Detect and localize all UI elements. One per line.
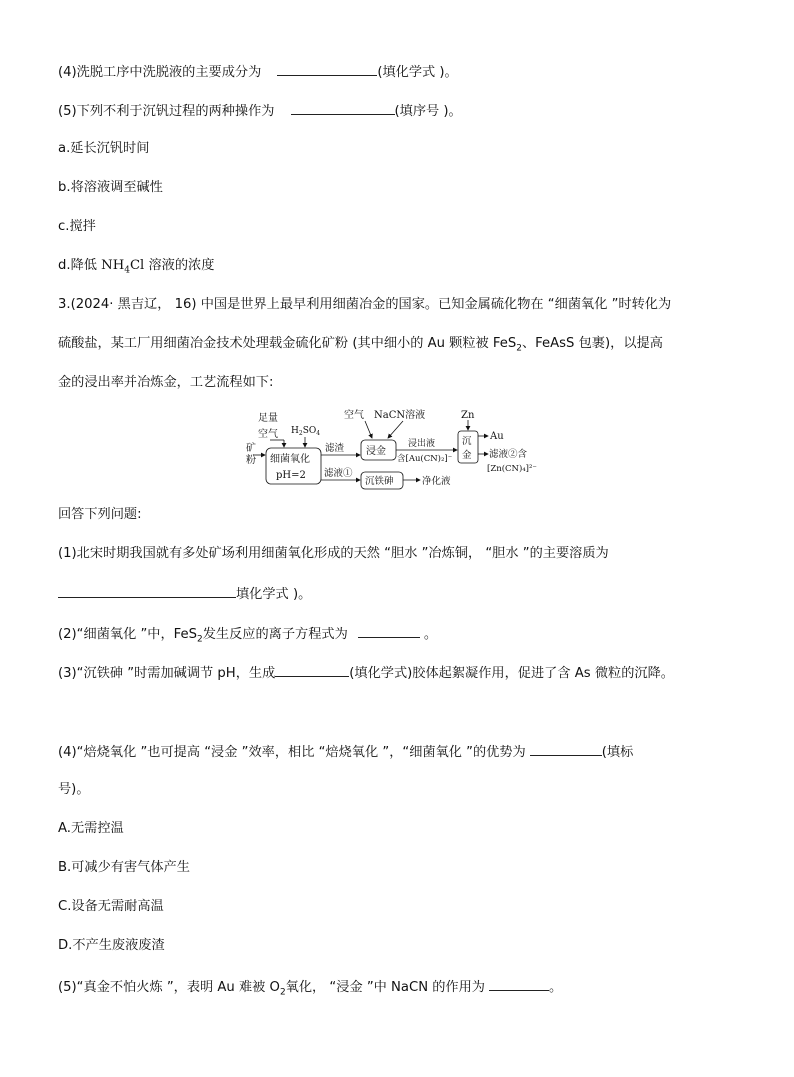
filtrate1-label: 滤液①	[324, 468, 353, 479]
h2so4-label: $H_2SO_4$	[291, 426, 321, 437]
q3-sub4-option-c: C.设备无需耐高温	[58, 899, 164, 914]
air2-label: 空气	[344, 410, 364, 421]
q5-option-c: c.搅拌	[58, 219, 96, 234]
au-label: Au	[490, 431, 504, 442]
purified-label: 净化液	[422, 476, 451, 487]
q5-prefix: (5)下列不利于沉钒过程的两种操作为	[58, 104, 275, 119]
q4-prefix: (4)洗脱工序中洗脱液的主要成分为	[58, 65, 262, 80]
q3-sub4-option-d: D.不产生废液废渣	[58, 938, 165, 953]
q3-sub5-answer-blank[interactable]	[489, 977, 549, 991]
q3-sub4-line1: (4)“焙烧氧化 ”也可提高 “浸金 ”效率，相比 “焙烧氧化 ”，“细菌氧化 ”的优势为 (填标	[58, 742, 633, 762]
ore-label-2: 粉	[246, 455, 256, 466]
oxidation-ph-label: pH=2	[276, 470, 306, 481]
q3-sub3-line: (3)“沉铁砷 ”时需加碱调节 pH，生成 (填化学式)胶体起絮凝作用，促进了含 As 微粒的沉降。	[58, 663, 674, 683]
q3-sub3-answer-blank[interactable]	[275, 663, 349, 677]
q3-sub1-line2: 填化学式 )。	[58, 584, 311, 604]
nh4cl-formula: $NH_4Cl$	[101, 258, 145, 276]
precip-box-label-1: 沉	[462, 436, 472, 447]
leachate-label: 浸出液	[408, 439, 436, 449]
q3-sub5-line: (5)“真金不怕火炼 ”，表明 Au 难被 $O_2$氧化， “浸金 ”中 NaCN 的作用为 。	[58, 977, 562, 1002]
precip-box-label-2: 金	[462, 450, 472, 461]
q3-stem-line1: 3.(2024· 黑吉辽， 16) 中国是世界上最早利用细菌冶金的国家。已知金属硫化物在 “细菌氧化 ”时转化为	[58, 297, 672, 312]
air-sufficient-label: 足量	[258, 413, 278, 424]
leach-box-label: 浸金	[366, 446, 386, 457]
ore-label-1: 矿	[246, 443, 256, 454]
answer-intro: 回答下列问题:	[58, 507, 142, 522]
fe-as-box-label: 沉铁砷	[365, 476, 394, 487]
oxidation-box-label: 细菌氧化	[270, 454, 310, 465]
q3-sub1-line1: (1)北宋时期我国就有多处矿场利用细菌氧化形成的天然 “胆水 ”冶炼铜， “胆水 ”的主要溶质为	[58, 546, 609, 561]
residue-label: 滤渣	[325, 443, 345, 454]
leachate-contains-label: 含[Au(CN)₂]⁻	[397, 454, 453, 464]
q3-sub2-answer-blank[interactable]	[358, 624, 420, 638]
q5-option-a: a.延长沉钒时间	[58, 141, 150, 156]
filtrate2-label: 滤液②含	[489, 449, 528, 460]
q3-stem-line2: 硫酸盐，某工厂用细菌冶金技术处理载金硫化矿粉 (其中细小的 Au 颗粒被 FeS$_2$、FeAsS 包裹)，以提高	[58, 336, 663, 354]
q3-sub4-line2: 号)。	[58, 782, 90, 797]
nacn-label: NaCN溶液	[374, 410, 426, 421]
q3-sub4-option-a: A.无需控温	[58, 821, 124, 836]
q3-sub4-answer-blank[interactable]	[530, 742, 602, 756]
air-label-1: 空气	[258, 429, 278, 440]
q3-sub4-option-b: B.可减少有害气体产生	[58, 860, 190, 875]
q5-option-d-suffix: 溶液的浓度	[148, 258, 215, 273]
q3-sub1-answer-blank[interactable]	[58, 584, 236, 598]
q3-sub2-line: (2)“细菌氧化 ”中，FeS$_2$发生反应的离子方程式为 。	[58, 624, 437, 649]
q5-suffix: (填序号 )。	[394, 104, 462, 119]
q4-suffix: (填化学式 )。	[377, 65, 458, 80]
q5-option-d-prefix: d.降低	[58, 258, 97, 273]
zn-label: Zn	[461, 410, 475, 421]
q3-stem-line3: 金的浸出率并冶炼金，工艺流程如下:	[58, 375, 274, 390]
q5-option-b: b.将溶液调至碱性	[58, 180, 163, 195]
zn-complex-label: [Zn(CN)₄]²⁻	[487, 464, 537, 474]
